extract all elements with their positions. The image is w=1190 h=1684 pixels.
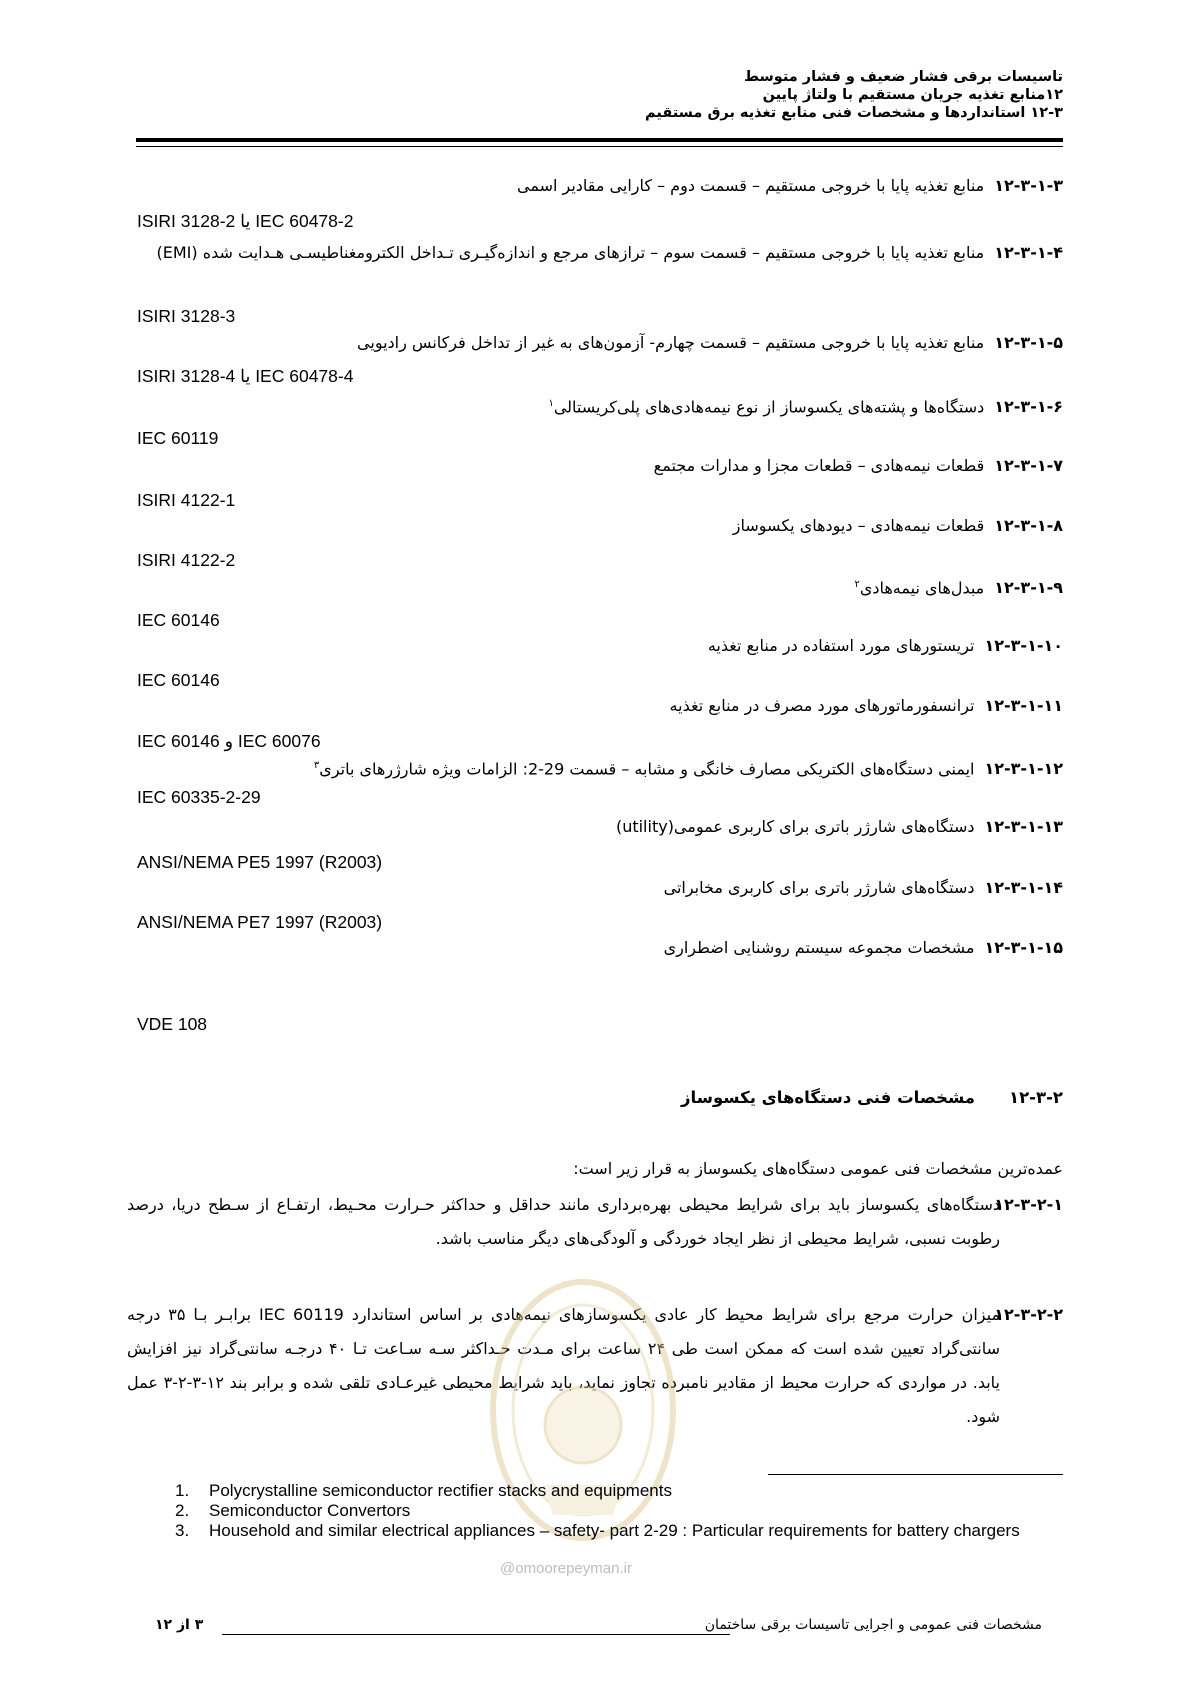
item-text: منابع تغذیه پایا با خروجی مستقیم – قسمت سوم – ترازهای مرجع و اندازه‌گیـری تـداخل الکترومغناطیسـی هـدایت شده (EMI) [156, 243, 985, 262]
footnote-text: Polycrystalline semiconductor rectifier stacks and equipments [209, 1481, 672, 1500]
page-number: ۳ از ۱۲ [155, 1617, 204, 1633]
standard-code: ISIRI 3128-2 یا IEC 60478-2 [137, 211, 354, 231]
standard-item [127, 170, 1063, 202]
item-number: ۱۲-۳-۱-۸ [994, 516, 1063, 535]
standard-item [127, 872, 1063, 904]
paragraph-text: میزان حرارت مرجع برای شرایط محیط کار عادی یکسوسازهای نیمه‌هادی بر اساس استاندارد IEC 60119 برابـر بـا ۳۵ درجه سانتی‌گراد تعیین شده است که ممکن است طی ۲۴ ساعت برای مـدت حـداکثر سـه سـاعت تـا ۴۰ درجـه سانتی‌گراد نیز افزایش یابد. در مواردی که حرارت محیط از مقادیر نامبرده تجاوز نماید، باید شرایط محیطی غیرعـادی تلقی شده و برابر بند ۱۲-۳-۲-۳ عمل شود. [127, 1305, 1001, 1426]
footnote-ref: ۲ [854, 579, 860, 590]
section-intro: عمده‌ترین مشخصات فنی عمومی دستگاه‌های یکسوساز به قرار زیر است: [573, 1159, 1063, 1178]
footnote-ref: ۱ [548, 398, 554, 409]
spec-paragraph [127, 1188, 1063, 1256]
paragraph-number: ۱۲-۳-۲-۱ [994, 1195, 1063, 1214]
footnote-number: 2. [175, 1501, 190, 1520]
standard-code: ISIRI 3128-3 [137, 306, 236, 326]
standard-item [127, 690, 1063, 722]
item-text: تریستورهای مورد استفاده در منابع تغذیه [707, 636, 975, 655]
standard-code: ISIRI 4122-1 [137, 490, 236, 510]
standard-code: IEC 60119 [137, 428, 219, 448]
standard-item [127, 750, 1063, 785]
item-text: قطعات نیمه‌هادی – دیودهای یکسوساز [732, 516, 985, 535]
header-line-2: ۱۲منابع تغذیه جریان مستقیم با ولتاژ پایین [762, 87, 1063, 103]
footnote-item [170, 1481, 1050, 1501]
item-text: ترانسفورماتورهای مورد مصرف در منابع تغذیه [669, 696, 975, 715]
footnote-separator [768, 1474, 1063, 1475]
item-text: مشخصات مجموعه سیستم روشنایی اضطراری [663, 938, 975, 957]
item-number: ۱۲-۳-۱-۳ [994, 176, 1063, 195]
item-text: دستگاه‌ها و پشته‌های یکسوساز از نوع نیمه‌هادی‌های پلی‌کریستالی [553, 397, 985, 417]
item-text: ایمنی دستگاه‌های الکتریکی مصارف خانگی و مشابه – قسمت 29-2: الزامات ویژه شارژرهای باتری [319, 759, 975, 779]
item-text: دستگاه‌های شارژر باتری برای کاربری عمومی(utility) [615, 817, 975, 836]
standard-code: ISIRI 4122-2 [137, 550, 236, 570]
footnote-item [170, 1521, 1050, 1541]
section-number: ۱۲-۳-۲ [1009, 1088, 1063, 1107]
header-line-3: ۱۲-۳ استانداردها و مشخصات فنی منابع تغذیه برق مستقیم [645, 105, 1063, 121]
paragraph-text: دستگاه‌های یکسوساز باید برای شرایط محیطی بهره‌برداری مانند حداقل و حداکثر حـرارت محـیط، ارتفـاع از سـطح دریا، درصد رطوبت نسبی، شرایط محیطی از نظر ایجاد خوردگی و آلودگی‌های دیگر مناسب باشد. [127, 1195, 1000, 1248]
standard-item [127, 510, 1063, 542]
item-text: دستگاه‌های شارژر باتری برای کاربری مخابراتی [663, 878, 975, 897]
standard-item [127, 630, 1063, 662]
footnotes [170, 1481, 1050, 1541]
standard-code: ANSI/NEMA PE5 1997 (R2003) [137, 852, 383, 872]
standard-item [127, 450, 1063, 482]
standard-code: VDE 108 [137, 1014, 208, 1034]
header-rule-thin [136, 146, 1063, 147]
standard-item [127, 237, 1063, 269]
standard-code: IEC 60146 [137, 610, 220, 630]
item-text: منابع تغذیه پایا با خروجی مستقیم – قسمت چهارم- آزمون‌های به غیر از تداخل فرکانس رادیویی [357, 333, 985, 352]
standard-item [127, 932, 1063, 964]
item-number: ۱۲-۳-۱-۵ [994, 333, 1063, 352]
item-number: ۱۲-۳-۱-۹ [994, 578, 1063, 598]
page-header [127, 68, 1063, 122]
standard-item [127, 569, 1063, 604]
item-number: ۱۲-۳-۱-۶ [994, 397, 1063, 417]
paragraph-number: ۱۲-۳-۲-۲ [994, 1305, 1063, 1324]
section-heading [681, 1088, 1063, 1107]
footnote-text: Semiconductor Convertors [209, 1501, 411, 1520]
item-number: ۱۲-۳-۱-۴ [994, 243, 1063, 262]
item-text: قطعات نیمه‌هادی – قطعات مجزا و مدارات مجتمع [653, 456, 985, 475]
footnote-number: 3. [175, 1521, 190, 1540]
standard-code: IEC 60146 [137, 670, 220, 690]
footnote-number: 1. [175, 1481, 190, 1500]
standard-code: ANSI/NEMA PE7 1997 (R2003) [137, 912, 383, 932]
standard-code: IEC 60335-2-29 [137, 787, 261, 807]
footnote-item [170, 1501, 1050, 1521]
item-number: ۱۲-۳-۱-۱۰ [984, 636, 1063, 655]
footnote-ref: ۳ [313, 760, 320, 771]
standard-item [127, 811, 1063, 843]
footer-title: مشخصات فنی عمومی و اجرایی تاسیسات برقی ساختمان [704, 1617, 1042, 1633]
watermark-text: @omoorepeyman.ir [500, 1560, 632, 1577]
standard-code: IEC 60146 و IEC 60076 [137, 731, 321, 751]
item-number: ۱۲-۳-۱-۱۲ [984, 759, 1063, 779]
standard-item [127, 388, 1063, 423]
section-title: مشخصات فنی دستگاه‌های یکسوساز [681, 1088, 976, 1107]
item-number: ۱۲-۳-۱-۱۳ [984, 817, 1063, 836]
standard-code: ISIRI 3128-4 یا IEC 60478-4 [137, 366, 354, 386]
item-number: ۱۲-۳-۱-۷ [994, 456, 1063, 475]
header-line-1: تاسیسات برقی فشار ضعیف و فشار متوسط [743, 69, 1063, 85]
item-number: ۱۲-۳-۱-۱۱ [984, 696, 1063, 715]
footnote-text: Household and similar electrical appliances – safety- part 2-29 : Particular requirements for battery chargers [209, 1521, 1020, 1540]
header-rule-thick [136, 138, 1063, 142]
item-number: ۱۲-۳-۱-۱۵ [984, 938, 1063, 957]
standard-item [127, 327, 1063, 359]
item-number: ۱۲-۳-۱-۱۴ [984, 878, 1063, 897]
item-text: مبدل‌های نیمه‌هادی [859, 578, 985, 598]
footer-rule [222, 1634, 730, 1635]
item-text: منابع تغذیه پایا با خروجی مستقیم – قسمت دوم – کارایی مقادیر اسمی [517, 176, 985, 195]
